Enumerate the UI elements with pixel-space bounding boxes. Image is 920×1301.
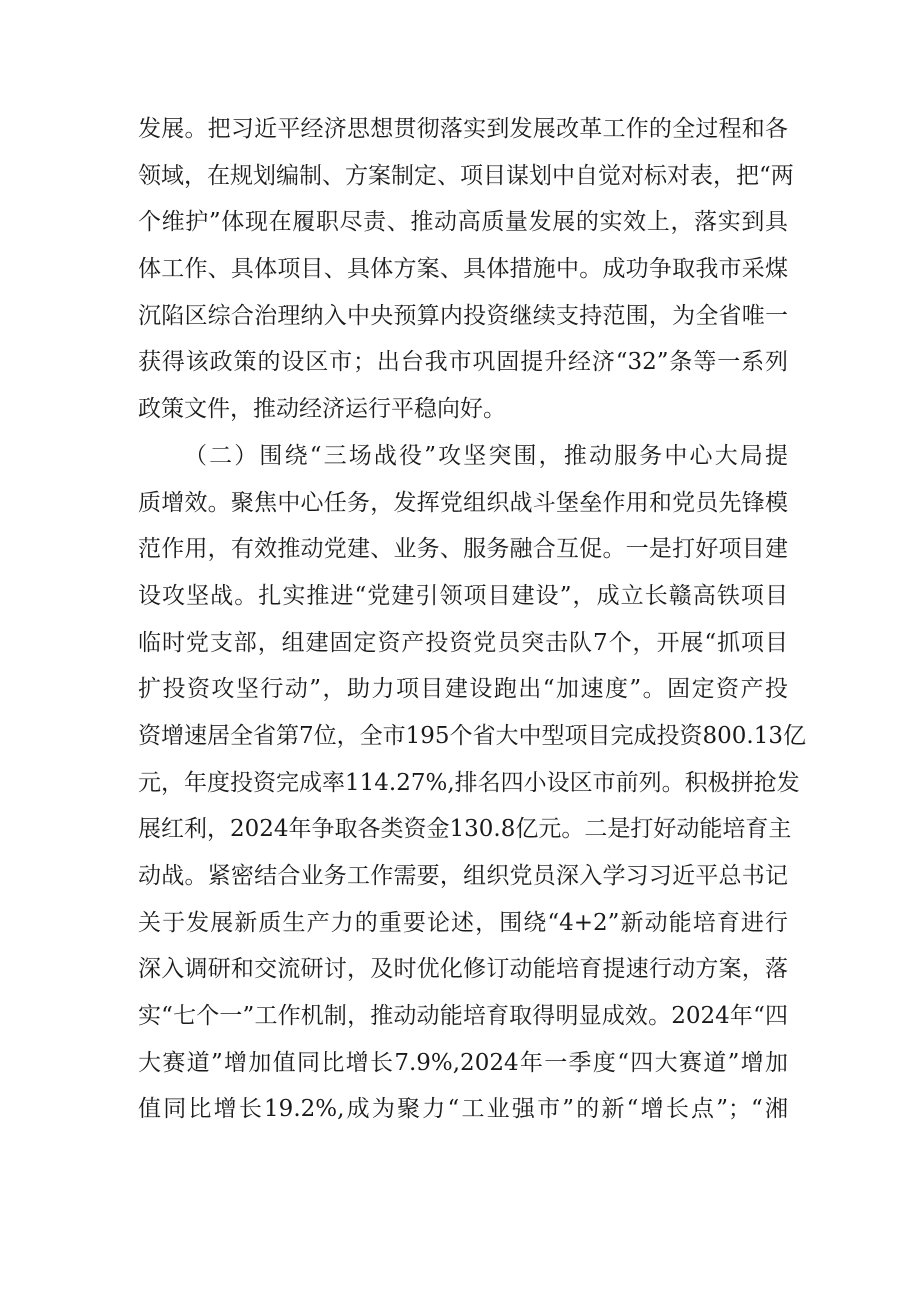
text-line: 实“七个一”工作机制，推动动能培育取得明显成效。2024年“四 [138, 1003, 788, 1030]
text-line: 元，年度投资完成率114.27%,排名四小设区市前列。积极拼抢发 [138, 769, 800, 796]
text-line: 资增速居全省第7位，全市195个省大中型项目完成投资800.13亿 [138, 722, 807, 749]
text-line: 质增效。聚焦中心任务，发挥党组织战斗堡垒作用和党员先锋模 [138, 489, 788, 516]
text-line: 领域，在规划编制、方案制定、项目谋划中自觉对标对表，把“两 [138, 162, 794, 189]
text-line: 沉陷区综合治理纳入中央预算内投资继续支持范围，为全省唯一 [138, 302, 788, 329]
text-line: 范作用，有效推动党建、业务、服务融合互促。一是打好项目建 [138, 536, 788, 563]
text-line: 大赛道”增加值同比增长7.9%,2024年一季度“四大赛道”增加 [138, 1049, 788, 1076]
paragraph-1 [138, 106, 794, 433]
text-line: 深入调研和交流研讨，及时优化修订动能培育提速行动方案，落 [138, 956, 788, 983]
text-line: 关于发展新质生产力的重要论述，围绕“4+2”新动能培育进行 [138, 909, 788, 936]
text-line: 扩投资攻坚行动”，助力项目建设跑出“加速度”。固定资产投 [138, 676, 788, 703]
text-line: 体工作、具体项目、具体方案、具体措施中。成功争取我市采煤 [138, 256, 788, 283]
text-line: 展红利，2024年争取各类资金130.8亿元。二是打好动能培育主 [138, 816, 792, 843]
document-body [138, 106, 807, 1133]
text-line: 值同比增长19.2%,成为聚力“工业强市”的新“增长点”；“湘 [138, 1096, 788, 1123]
text-line: 动战。紧密结合业务工作需要，组织党员深入学习习近平总书记 [138, 863, 788, 889]
text-line: 设攻坚战。扎实推进“党建引领项目建设”，成立长赣高铁项目 [138, 582, 788, 609]
text-line: 临时党支部，组建固定资产投资党员突击队7个，开展“抓项目 [138, 629, 788, 656]
text-line: 个维护”体现在履职尽责、推动高质量发展的实效上，落实到具 [138, 209, 788, 236]
text-line: 获得该政策的设区市；出台我市巩固提升经济“32”条等一系列 [138, 349, 788, 376]
text-line: 发展。把习近平经济思想贯彻落实到发展改革工作的全过程和各 [138, 116, 788, 142]
section-heading-line: （二）围绕“三场战役”攻坚突围，推动服务中心大局提 [184, 442, 788, 469]
text-line: 政策文件，推动经济运行平稳向好。 [138, 396, 506, 423]
paragraph-2 [138, 433, 807, 1133]
